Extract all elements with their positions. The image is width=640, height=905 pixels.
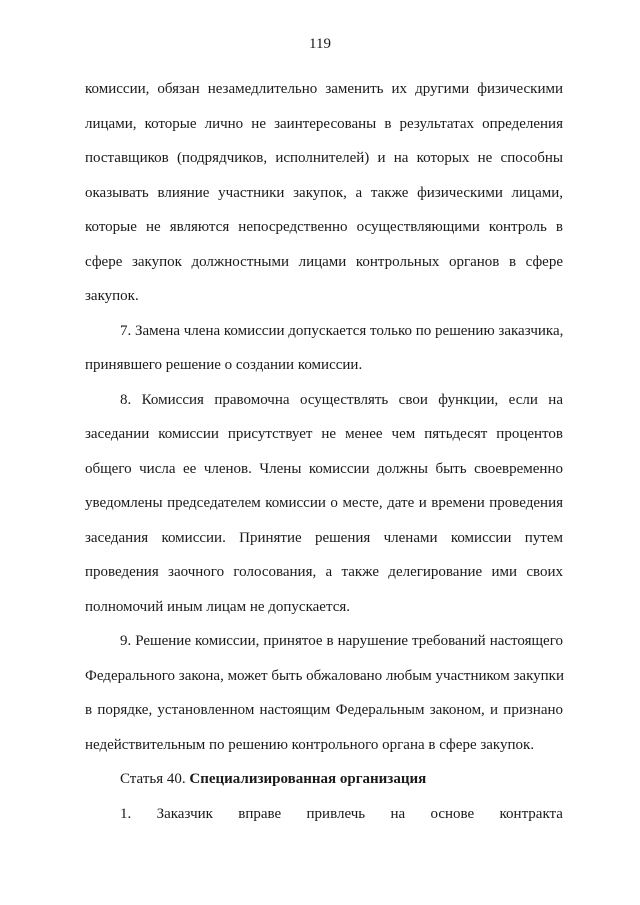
item-word: 1.	[120, 805, 132, 822]
item-word: вправе	[238, 805, 282, 822]
text-line: 7. Замена члена комиссии допускается только по решению заказчика,	[120, 322, 564, 339]
item-word: привлечь	[306, 805, 366, 822]
text-line: Федерального закона, может быть обжаловано любым участником закупки	[85, 667, 564, 684]
text-line: заседании комиссии присутствует не менее чем пятьдесят процентов	[85, 426, 563, 442]
text-line: которые не являются непосредственно осуществляющими контроль в	[85, 219, 563, 235]
text-line: лицами, которые лично не заинтересованы в результатах определения	[85, 115, 563, 132]
text-line: проведения заочного голосования, а также делегирование ими своих	[85, 564, 563, 580]
article-title: Специализированная организация	[189, 771, 427, 787]
text-line: комиссии, обязан незамедлительно заменить их другими физическими	[85, 81, 563, 97]
paragraph-clause-9	[85, 624, 563, 762]
text-line: сфере закупок должностными лицами контрольных органов в сфере	[85, 253, 563, 270]
item-word: на	[390, 805, 406, 822]
text-line: заседания комиссии. Принятие решения членами комиссии путем	[85, 529, 563, 546]
item-word: основе	[430, 805, 475, 822]
item-word: контракта	[499, 805, 563, 822]
text-line: поставщиков (подрядчиков, исполнителей) и на которых не способны	[85, 150, 563, 166]
item-1-line	[85, 797, 563, 832]
text-line: полномочий иным лицам не допускается.	[85, 598, 350, 615]
article-number: Статья 40.	[120, 771, 190, 787]
text-line: 9. Решение комиссии, принятое в нарушение требований настоящего	[120, 633, 563, 649]
text-line: в порядке, установленном настоящим Федеральным законом, и признано	[85, 702, 563, 718]
paragraph-clause-7	[85, 314, 563, 383]
paragraph-clause-8	[85, 383, 563, 625]
text-line: общего числа ее членов. Члены комиссии должны быть своевременно	[85, 460, 563, 477]
text-line: недействительным по решению контрольного органа в сфере закупок.	[85, 736, 535, 753]
text-line: уведомлены председателем комиссии о месте, дате и времени проведения	[85, 495, 563, 511]
page-number: 119	[309, 36, 331, 52]
text-line: 8. Комиссия правомочна осуществлять свои функции, если на	[120, 391, 563, 408]
article-heading	[85, 762, 563, 797]
item-word: Заказчик	[156, 805, 213, 822]
text-line: принявшего решение о создании комиссии.	[85, 357, 363, 373]
text-line: закупок.	[85, 288, 139, 304]
paragraph-continuation	[85, 72, 563, 314]
document-body	[85, 72, 563, 831]
text-line: оказывать влияние участники закупок, а также физическими лицами,	[85, 184, 563, 201]
